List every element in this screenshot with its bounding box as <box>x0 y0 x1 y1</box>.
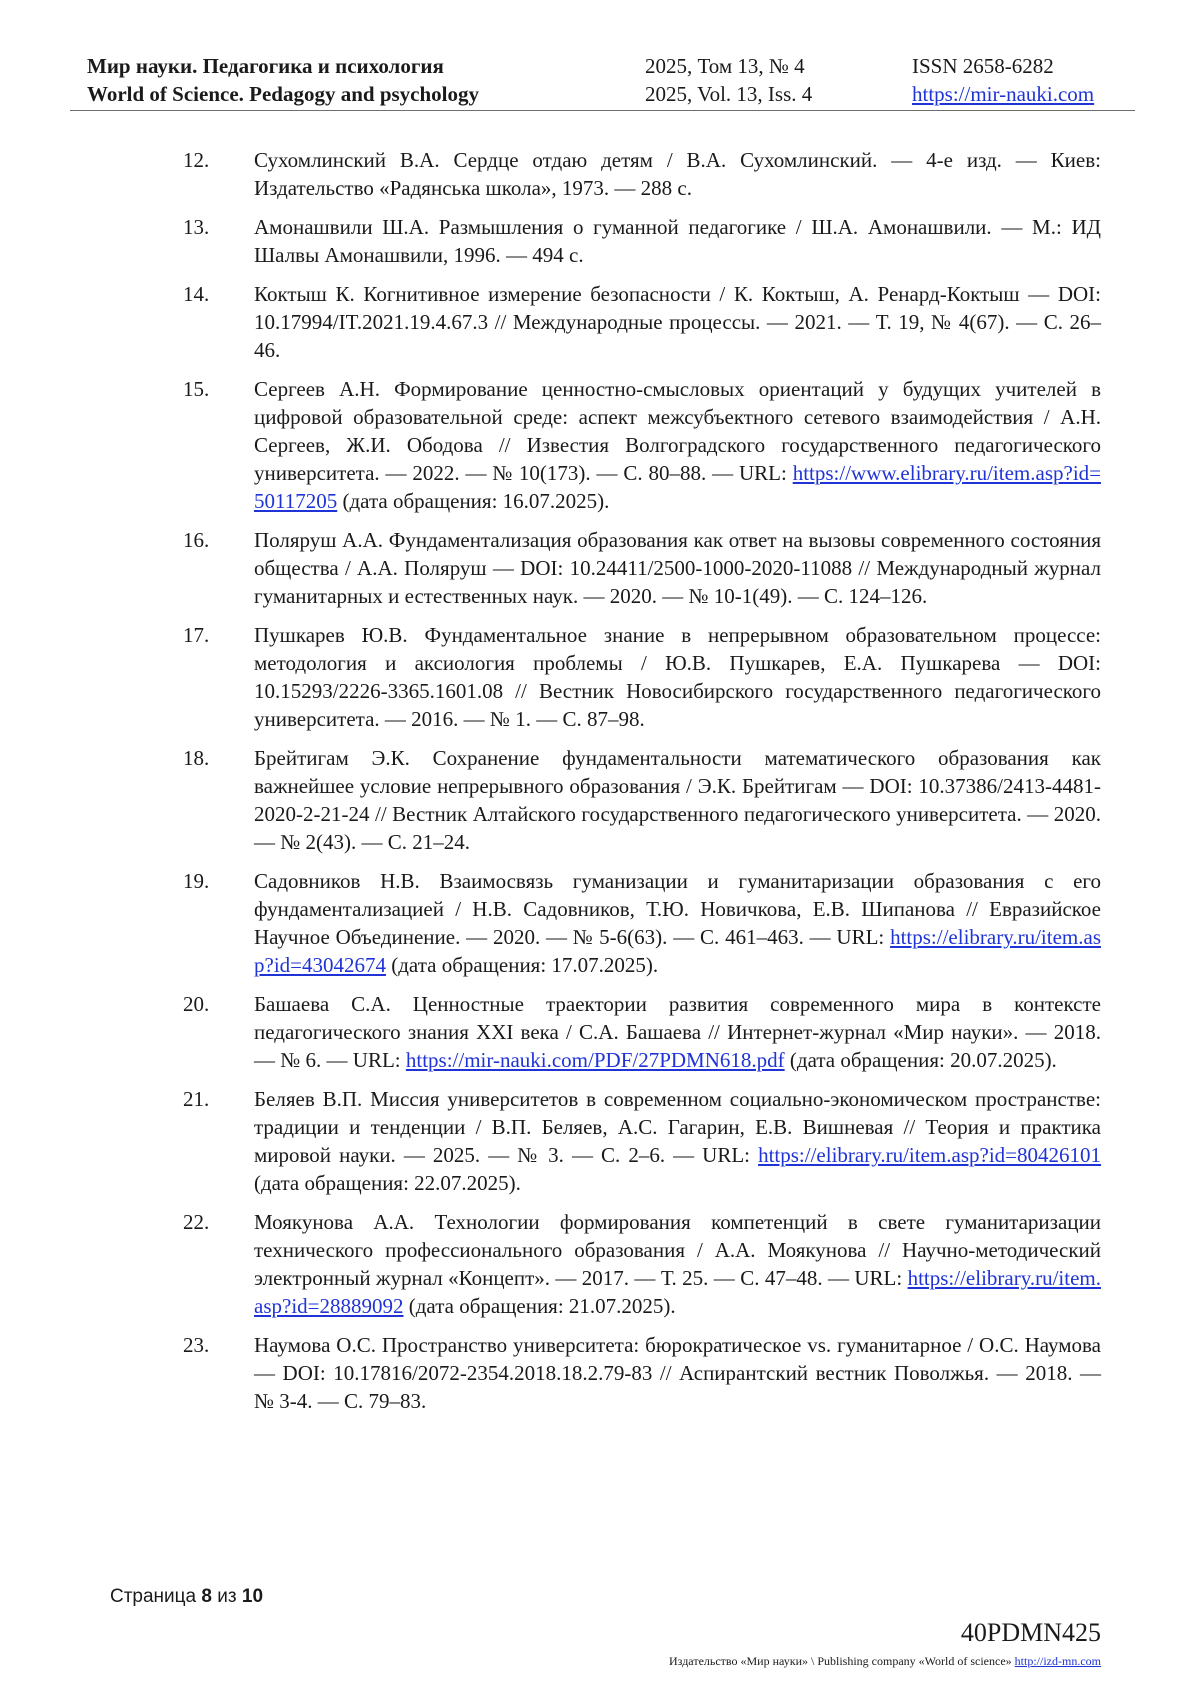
reference-number: 17. <box>183 623 210 647</box>
reference-item <box>183 146 1101 202</box>
reference-citation: Башаева С.А. Ценностные траектории развития современного мира в контексте педагогического знания XXI века / С.А. Башаева // Интернет-журнал «Мир науки». — 2018. — № 6. — URL: <box>254 992 1101 1072</box>
reference-text <box>254 1208 1101 1320</box>
reference-item <box>183 1085 1101 1197</box>
page-current: 8 <box>201 1586 212 1607</box>
reference-item <box>183 280 1101 364</box>
reference-text <box>254 146 1101 202</box>
reference-citation: Поляруш А.А. Фундаментализация образования как ответ на вызовы современного состояния общества / А.А. Поляруш — DOI: 10.24411/2500-1000-2020-11088 // Международный журнал гуманитарных и естественных наук. — 2020. — № 10-1(49). — С. 124–126. <box>254 528 1101 608</box>
reference-citation: Брейтигам Э.К. Сохранение фундаментальности математического образования как важнейшее условие непрерывного образования / Э.К. Брейтигам — DOI: 10.37386/2413-4481-2020-2-21-24 // Вестник Алтайского государственного педагогического университета. — 2020. — № 2(43). — С. 21–24. <box>254 746 1101 854</box>
issue-info-ru: 2025, Том 13, № 4 <box>645 54 805 78</box>
issue-info-en: 2025, Vol. 13, Iss. 4 <box>645 82 813 106</box>
reference-link[interactable]: https://elibrary.ru/item.asp?id=80426101 <box>758 1143 1101 1167</box>
reference-text <box>254 280 1101 364</box>
reference-item <box>183 213 1101 269</box>
publisher-line <box>669 1653 1101 1669</box>
reference-item <box>183 867 1101 979</box>
journal-site-link[interactable]: https://mir-nauki.com <box>912 82 1095 106</box>
reference-citation: Моякунова А.А. Технологии формирования компетенций в свете гуманитаризации технического профессионального образования / А.А. Моякунова // Научно-методический электронный журнал «Концепт». — 2017. — Т. 25. — С. 47–48. — URL: <box>254 1210 1101 1290</box>
reference-link[interactable]: https://elibrary.ru/item.asp?id=43042674 <box>254 925 1101 977</box>
reference-text <box>254 990 1101 1074</box>
running-header <box>70 52 1135 111</box>
reference-number: 20. <box>183 992 210 1016</box>
reference-access-date: (дата обращения: 21.07.2025). <box>403 1294 676 1318</box>
reference-text <box>254 213 1101 269</box>
reference-link[interactable]: https://mir-nauki.com/PDF/27PDMN618.pdf <box>405 1048 785 1072</box>
reference-list <box>183 146 1101 1426</box>
reference-text <box>254 867 1101 979</box>
reference-link[interactable]: https://elibrary.ru/item.asp?id=28889092 <box>254 1266 1101 1318</box>
reference-item <box>183 1208 1101 1320</box>
reference-item <box>183 621 1101 733</box>
issn-block <box>912 52 1094 108</box>
reference-number: 23. <box>183 1333 210 1357</box>
reference-citation: Сухомлинский В.А. Сердце отдаю детям / В.А. Сухомлинский. — 4-е изд. — Киев: Издательство «Радянська школа», 1973. — 288 с. <box>254 148 1101 200</box>
reference-number: 15. <box>183 377 210 401</box>
reference-number: 16. <box>183 528 210 552</box>
reference-citation: Амонашвили Ш.А. Размышления о гуманной педагогике / Ш.А. Амонашвили. — М.: ИД Шалвы Амонашвили, 1996. — 494 с. <box>254 215 1101 267</box>
reference-number: 13. <box>183 215 210 239</box>
reference-text <box>254 526 1101 610</box>
issn: ISSN 2658-6282 <box>912 54 1054 78</box>
journal-title <box>87 52 479 108</box>
reference-item <box>183 744 1101 856</box>
page-counter <box>110 1586 263 1608</box>
reference-number: 14. <box>183 282 210 306</box>
reference-citation: Садовников Н.В. Взаимосвязь гуманизации и гуманитаризации образования с его фундаментализацией / Н.В. Садовников, Т.Ю. Новичкова, Е.В. Шипанова // Евразийское Научное Объединение. — 2020. — № 5-6(63). — С. 461–463. — URL: <box>254 869 1101 949</box>
journal-title-en: World of Science. Pedagogy and psychology <box>87 82 480 106</box>
reference-text <box>254 375 1101 515</box>
reference-citation: Наумова О.С. Пространство университета: бюрократическое vs. гуманитарное / О.С. Наумова — DOI: 10.17816/2072-2354.2018.18.2.79-83 // Аспирантский вестник Поволжья. — 2018. — № 3-4. — С. 79–83. <box>254 1333 1101 1413</box>
reference-number: 22. <box>183 1210 210 1234</box>
publisher-name: Издательство «Мир науки» \ Publishing company «World of science» <box>669 1654 1012 1668</box>
reference-number: 18. <box>183 746 210 770</box>
reference-text <box>254 744 1101 856</box>
reference-access-date: (дата обращения: 20.07.2025). <box>784 1048 1057 1072</box>
journal-title-ru: Мир науки. Педагогика и психология <box>87 54 444 78</box>
reference-item <box>183 375 1101 515</box>
article-code: 40PDMN425 <box>960 1618 1101 1647</box>
reference-access-date: (дата обращения: 22.07.2025). <box>254 1171 521 1195</box>
reference-citation: Пушкарев Ю.В. Фундаментальное знание в непрерывном образовательном процессе: методология и аксиология проблемы / Ю.В. Пушкарев, Е.А. Пушкарева — DOI: 10.15293/2226-3365.1601.08 // Вестник Новосибирского государственного педагогического университета. — 2016. — № 1. — С. 87–98. <box>254 623 1101 731</box>
reference-number: 12. <box>183 148 210 172</box>
reference-citation: Беляев В.П. Миссия университетов в современном социально-экономическом пространстве: традиции и тенденции / В.П. Беляев, А.С. Гагарин, Е.В. Вишневая // Теория и практика мировой науки. — 2025. — № 3. — С. 2–6. — URL: <box>254 1087 1101 1167</box>
reference-citation: Коктыш К. Когнитивное измерение безопасности / К. Коктыш, А. Ренард-Коктыш — DOI: 10.17994/IT.2021.19.4.67.3 // Международные процессы. — 2021. — Т. 19, № 4(67). — С. 26–46. <box>254 282 1101 362</box>
reference-text <box>254 621 1101 733</box>
reference-text <box>254 1331 1101 1415</box>
reference-access-date: (дата обращения: 17.07.2025). <box>386 953 659 977</box>
reference-text <box>254 1085 1101 1197</box>
reference-item <box>183 1331 1101 1415</box>
publisher-link[interactable]: http://izd-mn.com <box>1014 1654 1101 1668</box>
reference-link[interactable]: https://www.elibrary.ru/item.asp?id=50117205 <box>254 461 1101 513</box>
page-label: Страница <box>110 1586 197 1607</box>
reference-item <box>183 526 1101 610</box>
reference-citation: Сергеев А.Н. Формирование ценностно-смысловых ориентаций у будущих учителей в цифровой образовательной среде: аспект межсубъектного сетевого взаимодействия / А.Н. Сергеев, Ж.И. Ободова // Известия Волгоградского государственного педагогического университета. — 2022. — № 10(173). — С. 80–88. — URL: <box>254 377 1101 485</box>
page-total: 10 <box>241 1586 264 1607</box>
reference-access-date: (дата обращения: 16.07.2025). <box>337 489 610 513</box>
page-of: из <box>217 1586 237 1607</box>
reference-number: 19. <box>183 869 210 893</box>
reference-item <box>183 990 1101 1074</box>
reference-number: 21. <box>183 1087 210 1111</box>
issue-info <box>645 52 812 108</box>
